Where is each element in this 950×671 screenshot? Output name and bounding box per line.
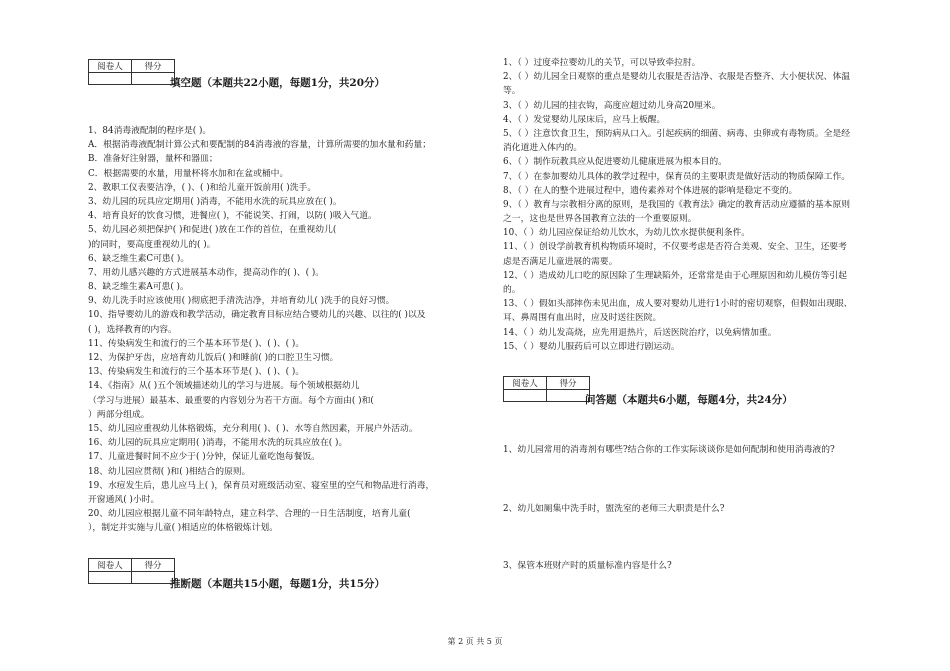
fill-question-line: )的同时，要高度重视幼儿的( )。 (88, 239, 216, 250)
judge-question-line: 3、（ ）幼儿园的挂衣钩，高度应超过幼儿身高20厘米。 (503, 100, 721, 111)
judge-question-line: 13、（ ）假如头部摔伤未见出血，成人要对婴幼儿进行1小时的密切观察，但假如出现眼、 (503, 299, 853, 310)
fill-question-line: 14、《指南》从( )五个领域描述幼儿的学习与进展。每个领域根据幼儿 (88, 381, 360, 392)
qa-question-2: 2、幼儿如厕集中洗手时，盥洗室的老师三大职责是什么? (503, 504, 725, 514)
fill-question-line: 开窗通风( )小时。 (88, 494, 160, 505)
reviewer-label: 阅卷人 (504, 377, 547, 390)
fill-question-line: 5、幼儿园必须把保护( )和促进( )放在工作的首位，在重视幼儿( (88, 225, 337, 236)
judge-question-line: 7、（ ）在参加婴幼儿具体的教学过程中，保育员的主要职责是做好活动的物质保障工作。 (503, 171, 851, 182)
fill-question-line: 6、缺乏维生素C可患( )。 (88, 253, 190, 264)
judge-question-line: 虑是否满足儿童进展的需要。 (503, 256, 618, 267)
judge-question-line: 等。 (503, 86, 521, 97)
fill-question-line: 8、缺乏维生素A可患( )。 (88, 282, 189, 293)
fill-question-line: 10、指导婴幼儿的游戏和教学活动，确定教育目标应结合婴幼儿的兴趣、以往的( )以及 (88, 310, 426, 321)
judge-question-line: 15、（ ）婴幼儿服药后可以立即进行剧运动。 (503, 341, 680, 352)
fill-question-line: 12、为保护牙齿，应培育幼儿饭后( )和睡前( )的口腔卫生习惯。 (88, 353, 339, 363)
fill-question-line: 20、幼儿园应根据儿童不同年龄特点，建立科学、合理的一日生活制度，培育儿童( (88, 509, 411, 520)
fill-question-line: （学习与进展）最基本、最重要的内容划分为若干方面。每个方面由( )和( (88, 395, 374, 406)
fill-question-line: B．准备好注射器，量杯和器皿； (88, 154, 218, 165)
judge-question-line: 消化道进入体内的。 (503, 143, 583, 154)
fill-question-line: 2、教职工仪表要洁净，( )、( )和给儿童开饭前用( )洗手。 (88, 182, 317, 193)
score-box-qa (503, 376, 590, 402)
fill-question-line: C．根据需要的水量，用量杯将水加和在盆或桶中。 (88, 168, 289, 179)
judge-question-line: 10、（ ）幼儿园应保证给幼儿饮水，为幼儿饮水提供便利条件。 (503, 228, 751, 239)
judge-question-line: 的。 (503, 285, 521, 295)
score-box-fill (88, 59, 175, 85)
fill-question-line: 4、培育良好的饮食习惯，进餐应( )，不能说笑、打闹，以防( )吸入气道。 (88, 211, 377, 222)
fill-section-title: 填空题（本题共22小题，每题1分，共20分） (170, 77, 386, 89)
qa-question-1: 1、幼儿园常用的消毒剂有哪些?结合你的工作实际谈谈你是如何配制和使用消毒液的? (503, 445, 835, 455)
fill-question-line: 7、用幼儿感兴趣的方式进展基本动作，提高动作的( )、( )。 (88, 267, 325, 278)
fill-question-line: 16、幼儿园的玩具应定期用( )消毒，不能用水洗的玩具应放在( )。 (88, 438, 348, 449)
reviewer-label: 阅卷人 (89, 559, 132, 572)
qa-section-title: 问答题（本题共6小题，每题4分，共24分） (585, 394, 793, 406)
judge-section-title: 推断题（本题共15小题，每题1分，共15分） (170, 578, 386, 590)
judge-question-line: 2、（ ）幼儿园全日观察的重点是婴幼儿衣服是否洁净、衣服是否整齐、大小便状况、体温 (503, 72, 851, 83)
judge-question-line: 11、（ ）创设学前教育机构物质环境时，不仅要考虑是否符合美观、安全、卫生，还要考 (503, 242, 847, 253)
judge-question-line: 5、（ ）注意饮食卫生，预防病从口入。引起疾病的细菌、病毒、虫卵或有毒物质。全是经 (503, 128, 851, 139)
judge-question-line: 12、（ ）造成幼儿口吃的原因除了生理缺陷外，还常常是由于心理原因和幼儿模仿等引起 (503, 270, 847, 281)
fill-question-line: 18、幼儿园应贯彻( )和( )相结合的原则。 (88, 466, 251, 477)
judge-questions (503, 56, 913, 354)
fill-question-line: ）两部分组成。 (88, 409, 150, 420)
judge-question-line: 14、（ ）幼儿发高烧，应先用退热片，后送医院治疗，以免病情加重。 (503, 327, 777, 338)
fill-question-line: ( )，选择教育的内容。 (88, 324, 177, 335)
judge-question-line: 耳、鼻周围有血出时，应及时送往医院。 (503, 313, 662, 324)
fill-question-line: ），制定并实施与儿童( )相适应的体格锻炼计划。 (88, 523, 278, 534)
judge-question-line: 4、（ ）发觉婴幼儿尿床后，应马上板醒。 (503, 114, 666, 125)
judge-question-line: 8、（ ）在人的整个进展过程中，遗传素养对个体进展的影响是稳定不变的。 (503, 185, 798, 196)
judge-question-line: 之一，这也是世界各国教育立法的一个重要原则。 (503, 214, 697, 225)
judge-question-line: 6、（ ）制作玩教具应从促进婴幼儿健康进展为根本目的。 (503, 157, 727, 168)
fill-question-line: 17、儿童进餐时间不应少于( )分钟，保证儿童吃饱每餐饭。 (88, 452, 320, 463)
score-box-judge (88, 558, 175, 584)
score-label: 得分 (132, 60, 175, 73)
fill-question-line: 11、传染病发生和流行的三个基本环节是( )、( )、( )。 (88, 338, 305, 349)
fill-question-line: 15、幼儿园应重视幼儿体格锻炼，充分利用( )、( )、水等自然因素，开展户外活动。 (88, 423, 418, 434)
fill-question-line: 1、84消毒液配制的程序是( )。 (88, 126, 212, 136)
fill-questions (88, 124, 493, 535)
fill-question-line: A．根据消毒液配制计算公式和要配制的84消毒液的容量，计算所需要的加水量和药量； (88, 140, 432, 151)
qa-question-3: 3、保管本班财产时的质量标准内容是什么? (503, 561, 672, 571)
score-label: 得分 (132, 559, 175, 572)
judge-question-line: 9、（ ）教育与宗教相分离的原则，是我国的《教育法》确定的教育活动应遵循的基本原则 (503, 199, 851, 210)
page-footer: 第 2 页 共 5 页 (447, 637, 503, 646)
fill-question-line: 3、幼儿园的玩具应定期用( )消毒，不能用水洗的玩具应放在( )。 (88, 196, 342, 207)
reviewer-label: 阅卷人 (89, 60, 132, 73)
fill-question-line: 9、幼儿洗手时应该使用( )彻底把手清洗洁净，并培育幼儿( )洗手的良好习惯。 (88, 296, 395, 307)
judge-question-line: 1、（ ）过度牵拉婴幼儿的关节，可以导致牵拉肘。 (503, 58, 701, 68)
fill-question-line: 13、传染病发生和流行的三个基本环节是( )、( )、( )。 (88, 367, 305, 378)
score-label: 得分 (547, 377, 590, 390)
fill-question-line: 19、水痘发生后，患儿应马上( )，保育员对班级活动室、寝室里的空气和物品进行消毒， (88, 480, 435, 491)
